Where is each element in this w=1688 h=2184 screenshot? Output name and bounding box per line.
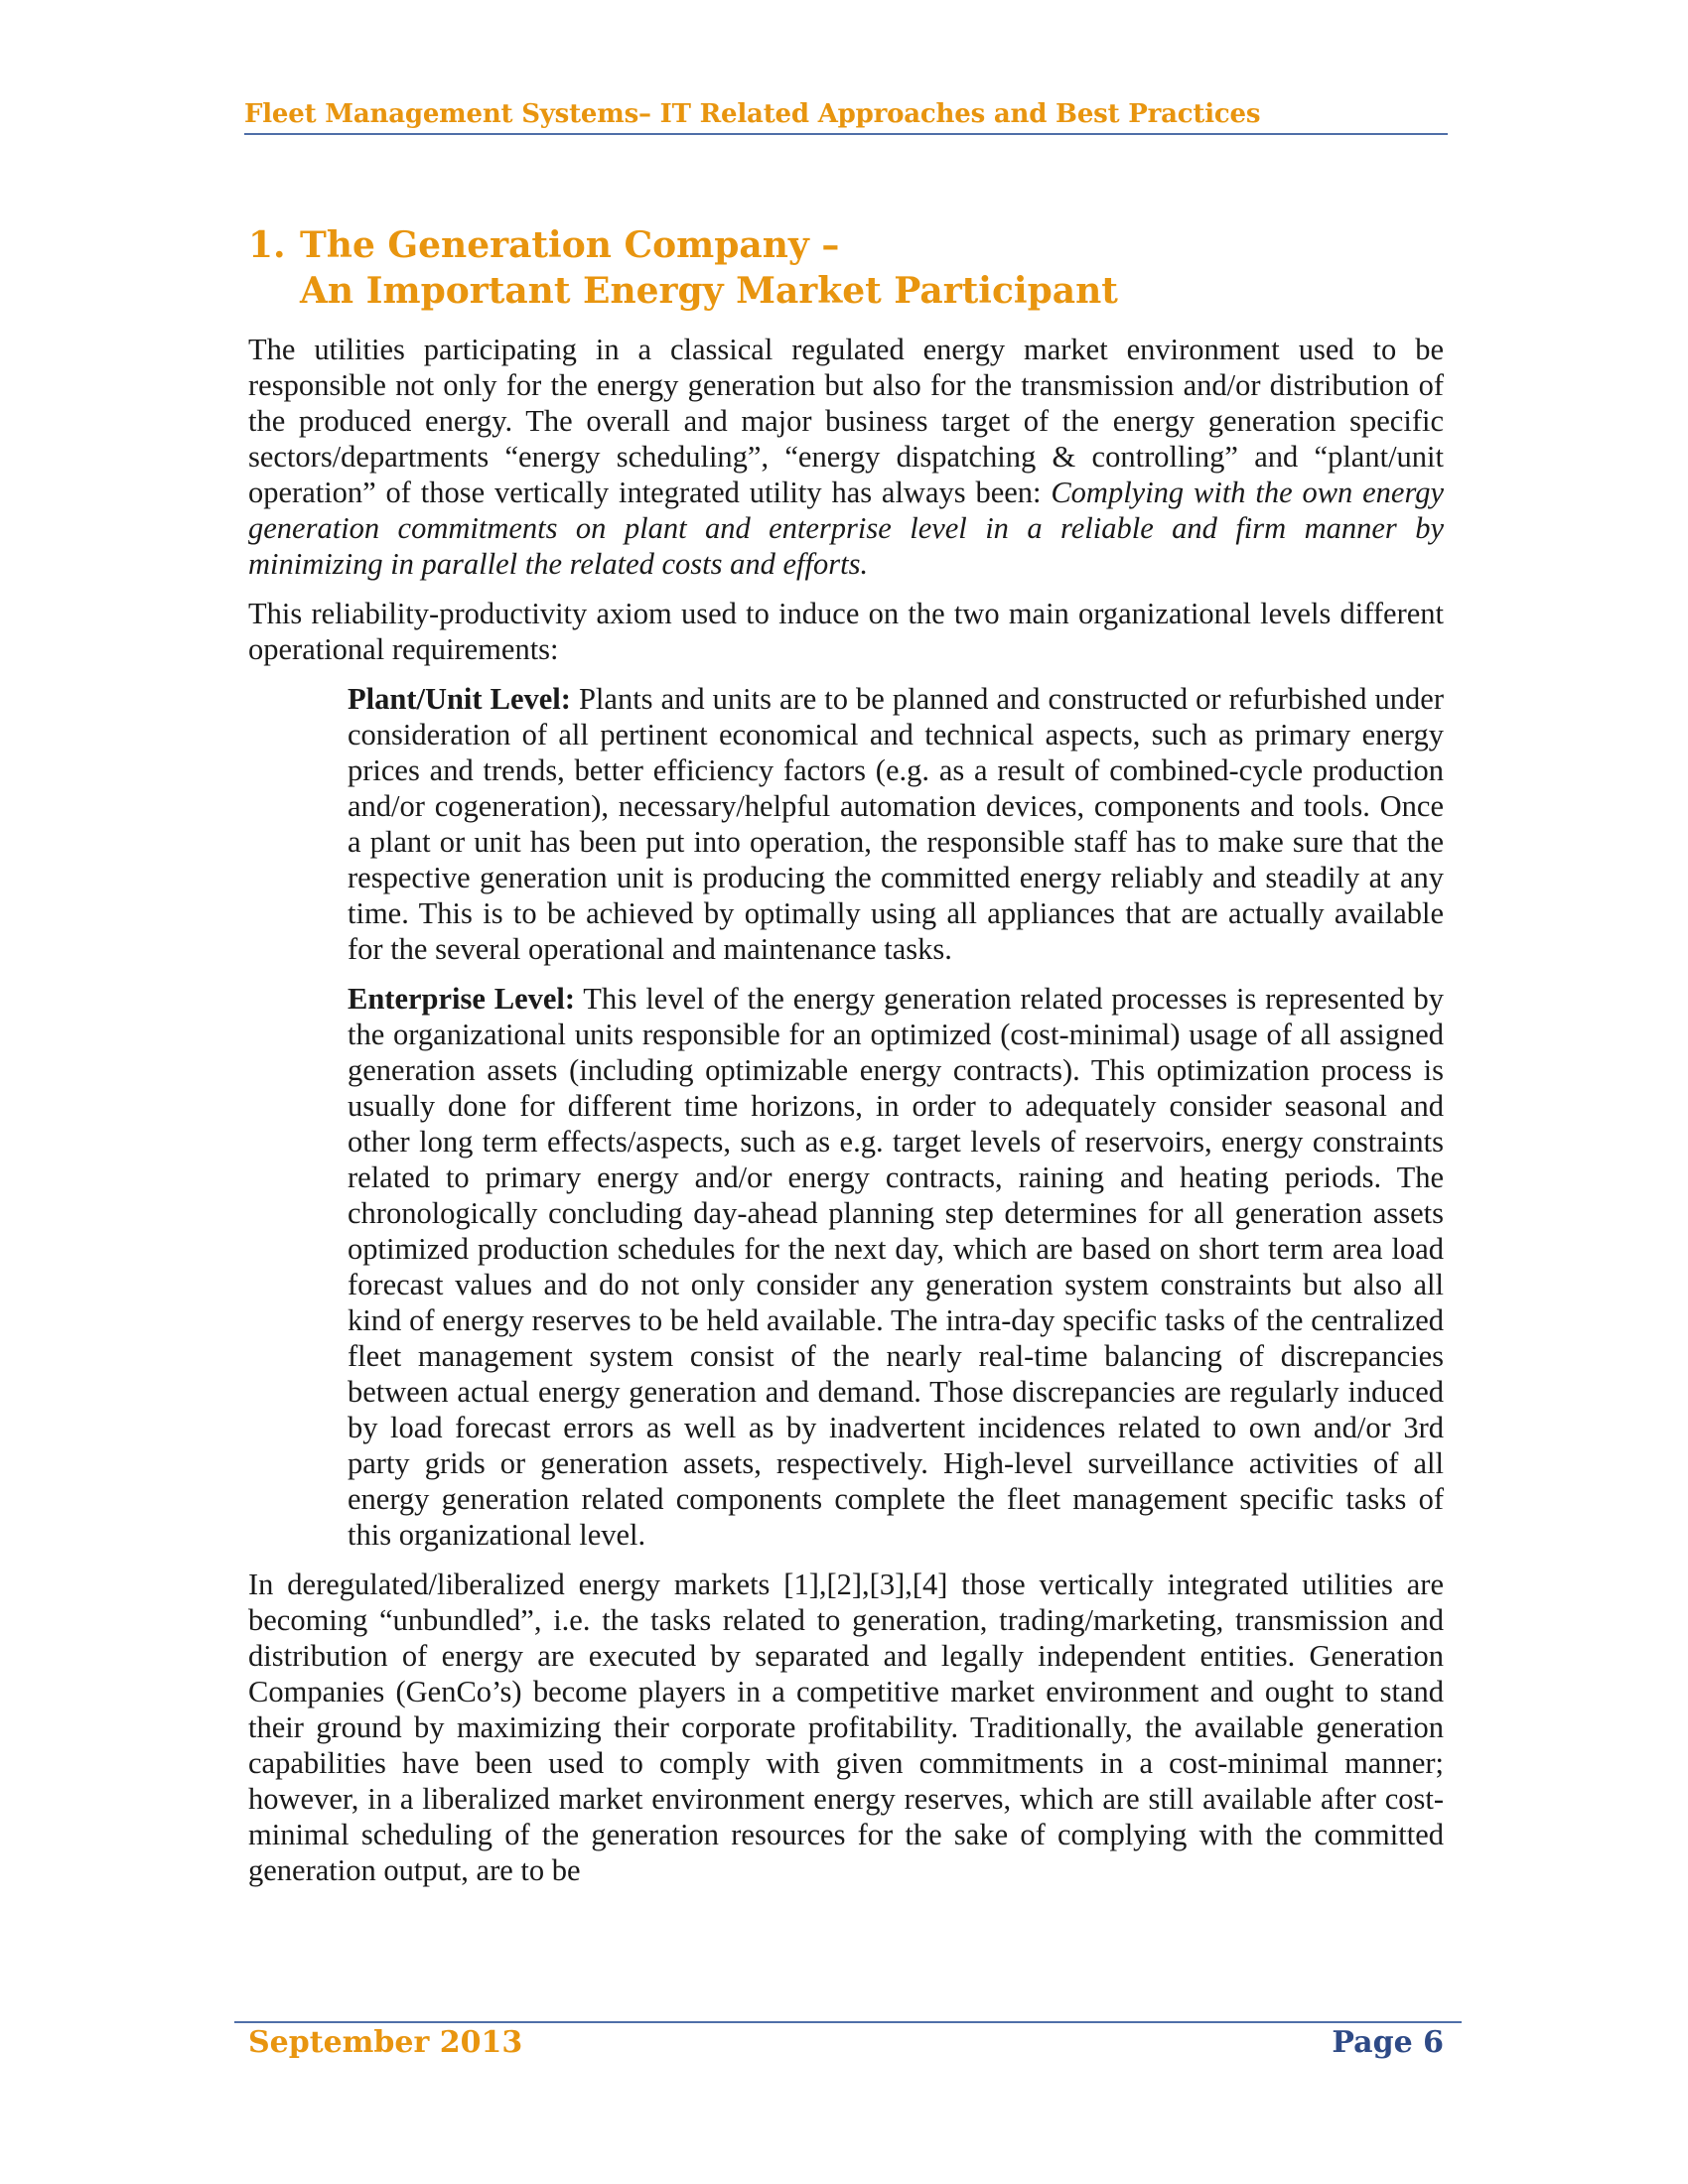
footer-date: September 2013 [248, 2025, 523, 2060]
page-content [248, 218, 1444, 1902]
paragraph-enterprise-level [348, 981, 1444, 1553]
enterprise-level-lead: Enterprise Level: [348, 982, 576, 1016]
header-title: Fleet Management Systems– IT Related Approaches and Best Practices [244, 99, 1261, 129]
plant-level-lead: Plant/Unit Level: [348, 682, 571, 716]
paragraph-intro-emphasis: Complying with the own energy generation commitments on plant and enterprise level in a reliable and firm manner by minimizing in parallel the related costs and efforts. [248, 476, 1444, 581]
enterprise-level-text: This level of the energy generation related processes is represented by the organizational units responsible for an optimized (cost-minimal) usage of all assigned generation assets (including optimizable energy contracts). This optimization process is usually done for different time horizons, in order to adequately consider seasonal and other long term effects/aspects, such as e.g. target levels of reservoirs, energy constraints related to primary energy and/or energy contracts, raining and heating periods. The chronologically concluding day-ahead planning step determines for all generation assets optimized production schedules for the next day, which are based on short term area load forecast values and do not only consider any generation system constraints but also all kind of energy reserves to be held available. The intra-day specific tasks of the centralized fleet management system consist of the nearly real-time balancing of discrepancies between actual energy generation and demand. Those discrepancies are regularly induced by load forecast errors as well as by inadvertent incidences related to own and/or 3rd party grids or generation assets, respectively. High-level surveillance activities of all energy generation related components complete the fleet management specific tasks of this organizational level. [348, 982, 1444, 1552]
section-title-line2: An Important Energy Market Participant [300, 270, 1118, 312]
paragraph-intro [248, 332, 1444, 582]
paragraph-axiom: This reliability-productivity axiom used to induce on the two main organizational levels different operational requirements: [248, 597, 1444, 666]
paragraph-intro-text: The utilities participating in a classical regulated energy market environment used to be responsible not only for the energy generation but also for the transmission and/or distribution of the produced energy. The overall and major business target of the energy generation specific sectors/departments “energy scheduling”, “energy dispatching & controlling” and “plant/unit operation” of those vertically integrated utility has always been: [248, 333, 1444, 509]
paragraph-deregulated: In deregulated/liberalized energy markets [1],[2],[3],[4] those vertically integrated utilities are becoming “unbundled”, i.e. the tasks related to generation, trading/marketing, transmission and distribution of energy are executed by separated and legally independent entities. Generation Companies (GenCo’s) become players in a competitive market environment and ought to stand their ground by maximizing their corporate profitability. Traditionally, the available generation capabilities have been used to comply with given commitments in a cost-minimal manner; however, in a liberalized market environment energy reserves, which are still available after cost-minimal scheduling of the generation resources for the sake of complying with the committed generation output, are to be [248, 1568, 1444, 1887]
section-number: 1. [248, 224, 286, 266]
footer-page-number: Page 6 [1332, 2025, 1444, 2060]
section-title-line1: The Generation Company – [300, 224, 840, 266]
plant-level-text: Plants and units are to be planned and constructed or refurbished under consideration of all pertinent economical and technical aspects, such as primary energy prices and trends, better efficiency factors (e.g. as a result of combined-cycle production and/or cogeneration), necessary/helpful automation devices, components and tools. Once a plant or unit has been put into operation, the responsible staff has to make sure that the respective generation unit is producing the committed energy reliably and steadily at any time. This is to be achieved by optimally using all appliances that are actually available for the several operational and maintenance tasks. [348, 682, 1445, 966]
section-heading [248, 222, 1444, 314]
paragraph-plant-level [348, 681, 1444, 967]
footer-rule [234, 2021, 1462, 2023]
running-header [244, 99, 1448, 135]
